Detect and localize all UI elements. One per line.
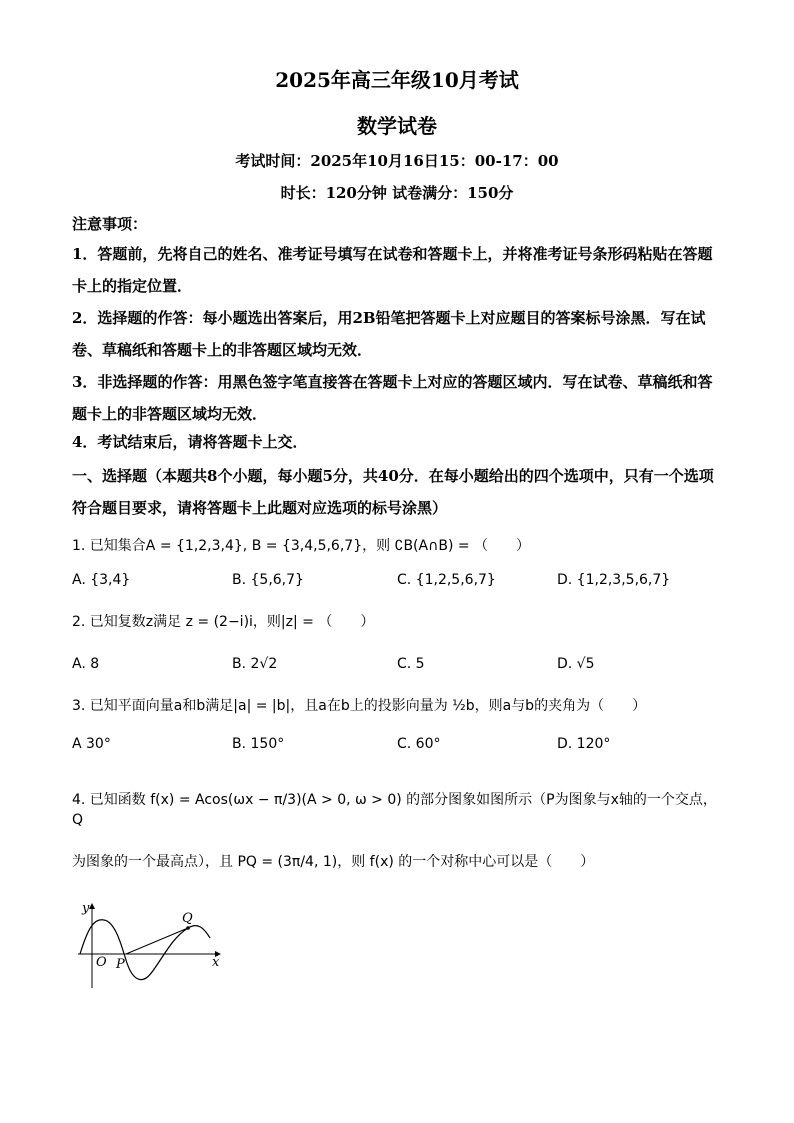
note-item-1: 1．答题前，先将自己的姓名、准考证号填写在试卷和答题卡上，并将准考证号条形码粘贴在答题卡上的指定位置． — [72, 245, 713, 295]
question-2-option-b: B. 2√2 — [232, 656, 278, 672]
question-4-stem-line-2: 为图象的一个最高点），且 PQ = (3π/4, 1)，则 f(x) 的一个对称中心可以是（ ） — [72, 854, 595, 870]
question-3-stem: 3. 已知平面向量a和b满足|a| = |b|，且a在b上的投影向量为 ½b，则a与b的夹角为（ ） — [72, 698, 647, 714]
point-q — [186, 926, 190, 930]
question-2-option-a: A. 8 — [72, 656, 100, 672]
exam-title: 2025年高三年级10月考试 — [275, 68, 519, 92]
question-1-stem: 1. 已知集合A = {1,2,3,4}, B = {3,4,5,6,7}，则 ∁B(A∩B) = （ ） — [72, 538, 531, 554]
note-item-3: 3．非选择题的作答：用黑色签字笔直接答在答题卡上对应的答题区域内．写在试卷、草稿纸和答题卡上的非答题区域均无效． — [72, 373, 713, 423]
segment-pq — [126, 928, 188, 954]
exam-subtitle: 数学试卷 — [357, 114, 437, 138]
function-curve — [80, 920, 210, 980]
question-3-option-d: D. 120° — [557, 736, 611, 752]
question-1-option-a: A. {3,4} — [72, 572, 131, 588]
point-p-label: P — [116, 957, 125, 972]
question-3-option-c: C. 60° — [397, 736, 441, 752]
question-4-stem-line-1: 4. 已知函数 f(x) = Acos(ωx − π/3)(A > 0, ω > 0) 的部分图象如图所示（P为图象与x轴的一个交点，Q — [72, 792, 717, 828]
exam-time: 考试时间：2025年10月16日15：00-17：00 — [235, 152, 559, 170]
question-2-option-d: D. √5 — [557, 656, 595, 672]
question-2-stem: 2. 已知复数z满足 z = (2−i)i，则|z| = （ ） — [72, 614, 375, 630]
origin-label: O — [96, 955, 107, 970]
y-axis-label: y — [82, 901, 90, 916]
section-heading: 一、选择题（本题共8个小题，每小题5分，共40分．在每小题给出的四个选项中，只有一个选项符合题目要求，请将答题卡上此题对应选项的标号涂黑） — [72, 467, 714, 517]
question-2-option-c: C. 5 — [397, 656, 425, 672]
question-1-option-c: C. {1,2,5,6,7} — [397, 572, 496, 588]
question-1-option-b: B. {5,6,7} — [232, 572, 304, 588]
question-3-option-a: A 30° — [72, 736, 111, 752]
question-4-graph — [76, 898, 226, 990]
point-q-label: Q — [182, 911, 193, 926]
note-item-2: 2．选择题的作答：每小题选出答案后，用2B铅笔把答题卡上对应题目的答案标号涂黑．写在试卷、草稿纸和答题卡上的非答题区域均无效． — [72, 309, 706, 359]
exam-duration: 时长：120分钟 试卷满分：150分 — [280, 184, 514, 202]
note-item-4: 4．考试结束后，请将答题卡上交． — [72, 433, 308, 451]
notes-heading: 注意事项： — [72, 215, 148, 233]
x-axis-label: x — [212, 955, 220, 970]
question-3-option-b: B. 150° — [232, 736, 285, 752]
question-1-option-d: D. {1,2,3,5,6,7} — [557, 572, 671, 588]
